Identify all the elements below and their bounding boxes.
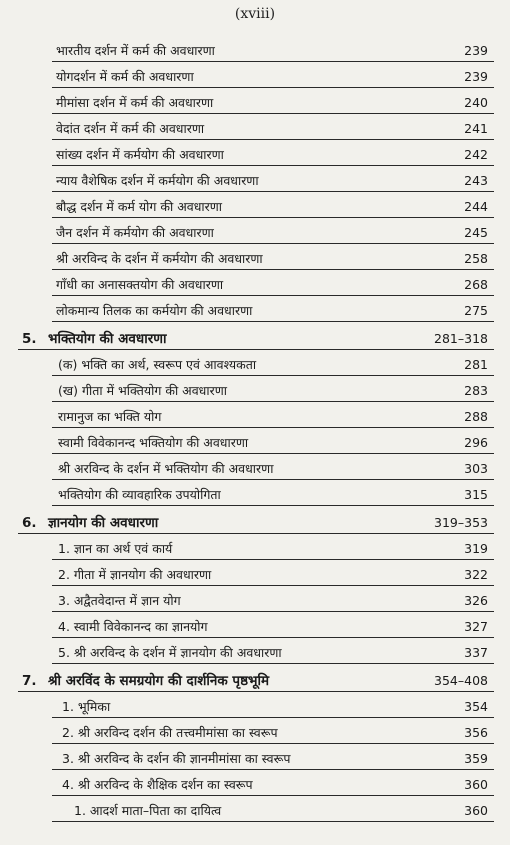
- entry-rule: [52, 559, 494, 560]
- entry-rule: [52, 269, 494, 270]
- chapter-title: श्री अरविंद के समग्रयोग की दार्शनिक पृष्ठभूमि: [48, 673, 270, 689]
- entry-page: 356: [464, 725, 488, 740]
- entry-rule: [52, 427, 494, 428]
- entry-title: भारतीय दर्शन में कर्म की अवधारणा: [56, 43, 215, 58]
- entry-page: 239: [464, 43, 488, 58]
- toc-entry[interactable]: [0, 299, 510, 323]
- entry-rule: [52, 611, 494, 612]
- entry-page: 268: [464, 277, 488, 292]
- entry-rule: [52, 113, 494, 114]
- entry-page: 360: [464, 803, 488, 818]
- chapter-title: भक्तियोग की अवधारणा: [48, 331, 167, 347]
- entry-title: 3. श्री अरविन्द के दर्शन की ज्ञानमीमांसा का स्वरूप: [62, 751, 291, 766]
- toc-entry[interactable]: [0, 695, 510, 719]
- entry-rule: [52, 479, 494, 480]
- entry-rule: [52, 139, 494, 140]
- entry-page: 315: [464, 487, 488, 502]
- entry-rule: [52, 243, 494, 244]
- chapter-rule: [18, 349, 494, 350]
- entry-title: श्री अरविन्द के दर्शन में भक्तियोग की अवधारणा: [58, 461, 274, 476]
- entry-title: 4. स्वामी विवेकानन्द का ज्ञानयोग: [58, 619, 208, 634]
- toc-entry[interactable]: [0, 615, 510, 639]
- toc-entry[interactable]: [0, 169, 510, 193]
- entry-rule: [52, 375, 494, 376]
- entry-page: 337: [464, 645, 488, 660]
- entry-rule: [52, 61, 494, 62]
- toc-entry[interactable]: [0, 483, 510, 507]
- entry-page: 239: [464, 69, 488, 84]
- chapter-rule: [18, 691, 494, 692]
- entry-page: 326: [464, 593, 488, 608]
- entry-page: 354: [464, 699, 488, 714]
- toc-entry[interactable]: [0, 589, 510, 613]
- entry-title: 4. श्री अरविन्द के शैक्षिक दर्शन का स्वरूप: [62, 777, 253, 792]
- entry-rule: [52, 453, 494, 454]
- toc-entry[interactable]: [0, 195, 510, 219]
- entry-title: 1. आदर्श माता–पिता का दायित्व: [74, 803, 222, 818]
- entry-title: (ख) गीता में भक्तियोग की अवधारणा: [58, 383, 227, 398]
- entry-page: 322: [464, 567, 488, 582]
- entry-page: 319: [464, 541, 488, 556]
- entry-title: स्वामी विवेकानन्द भक्तियोग की अवधारणा: [58, 435, 249, 450]
- entry-page: 245: [464, 225, 488, 240]
- entry-rule: [52, 217, 494, 218]
- entry-page: 241: [464, 121, 488, 136]
- chapter-number: 7.: [22, 673, 37, 689]
- entry-page: 360: [464, 777, 488, 792]
- toc-entry[interactable]: [0, 221, 510, 245]
- entry-title: जैन दर्शन में कर्मयोग की अवधारणा: [56, 225, 214, 240]
- page-number: (xviii): [234, 6, 276, 22]
- chapter-pages: 319–353: [434, 515, 488, 530]
- entry-title: श्री अरविन्द के दर्शन में कर्मयोग की अवधारणा: [56, 251, 263, 266]
- toc-entry[interactable]: [0, 563, 510, 587]
- chapter-pages: 354–408: [434, 673, 488, 688]
- chapter-pages: 281–318: [434, 331, 488, 346]
- entry-title: लोकमान्य तिलक का कर्मयोग की अवधारणा: [56, 303, 253, 318]
- entry-rule: [52, 717, 494, 718]
- entry-title: सांख्य दर्शन में कर्मयोग की अवधारणा: [56, 147, 224, 162]
- toc-entry[interactable]: [0, 273, 510, 297]
- entry-title: बौद्ध दर्शन में कर्म योग की अवधारणा: [56, 199, 223, 214]
- entry-page: 240: [464, 95, 488, 110]
- chapter-heading[interactable]: [0, 511, 510, 535]
- chapter-rule: [18, 533, 494, 534]
- entry-rule: [52, 295, 494, 296]
- chapter-title: ज्ञानयोग की अवधारणा: [48, 515, 159, 531]
- entry-rule: [52, 401, 494, 402]
- entry-title: 1. ज्ञान का अर्थ एवं कार्य: [58, 541, 173, 556]
- entry-title: 1. भूमिका: [62, 699, 111, 714]
- toc-entry[interactable]: [0, 247, 510, 271]
- entry-page: 288: [464, 409, 488, 424]
- entry-rule: [52, 321, 494, 322]
- chapter-number: 6.: [22, 515, 37, 531]
- entry-rule: [52, 191, 494, 192]
- toc-entry[interactable]: [0, 773, 510, 797]
- entry-title: (क) भक्ति का अर्थ, स्वरूप एवं आवश्यकता: [58, 357, 257, 372]
- entry-page: 283: [464, 383, 488, 398]
- entry-title: मीमांसा दर्शन में कर्म की अवधारणा: [56, 95, 214, 110]
- toc-entry[interactable]: [0, 431, 510, 455]
- entry-page: 243: [464, 173, 488, 188]
- toc-entry[interactable]: [0, 39, 510, 63]
- entry-page: 281: [464, 357, 488, 372]
- entry-rule: [52, 585, 494, 586]
- entry-title: गाँधी का अनासक्तयोग की अवधारणा: [56, 277, 224, 292]
- toc-entry[interactable]: [0, 143, 510, 167]
- entry-title: योगदर्शन में कर्म की अवधारणा: [56, 69, 194, 84]
- entry-title: रामानुज का भक्ति योग: [58, 409, 162, 424]
- toc-entry[interactable]: [0, 747, 510, 771]
- entry-rule: [52, 87, 494, 88]
- entry-rule: [52, 821, 494, 822]
- entry-title: वेदांत दर्शन में कर्म की अवधारणा: [56, 121, 205, 136]
- toc-entry[interactable]: [0, 405, 510, 429]
- toc-entry[interactable]: [0, 353, 510, 377]
- entry-rule: [52, 743, 494, 744]
- entry-title: 2. गीता में ज्ञानयोग की अवधारणा: [58, 567, 212, 582]
- entry-page: 303: [464, 461, 488, 476]
- toc-entry[interactable]: [0, 641, 510, 665]
- toc-entry[interactable]: [0, 91, 510, 115]
- entry-title: 5. श्री अरविन्द के दर्शन में ज्ञानयोग की अवधारणा: [58, 645, 282, 660]
- entry-title: 2. श्री अरविन्द दर्शन की तत्त्वमीमांसा का स्वरूप: [62, 725, 278, 740]
- chapter-heading[interactable]: [0, 327, 510, 351]
- entry-rule: [52, 769, 494, 770]
- entry-page: 258: [464, 251, 488, 266]
- entry-page: 275: [464, 303, 488, 318]
- toc-entry[interactable]: [0, 721, 510, 745]
- chapter-number: 5.: [22, 331, 37, 347]
- entry-page: 359: [464, 751, 488, 766]
- toc-entry[interactable]: [0, 65, 510, 89]
- entry-title: 3. अद्वैतवेदान्त में ज्ञान योग: [58, 593, 181, 608]
- toc-entry[interactable]: [0, 457, 510, 481]
- entry-page: 296: [464, 435, 488, 450]
- entry-rule: [52, 505, 494, 506]
- chapter-heading[interactable]: [0, 669, 510, 693]
- toc-entry[interactable]: [0, 379, 510, 403]
- entry-page: 242: [464, 147, 488, 162]
- entry-page: 244: [464, 199, 488, 214]
- entry-title: न्याय वैशेषिक दर्शन में कर्मयोग की अवधारणा: [56, 173, 259, 188]
- entry-rule: [52, 663, 494, 664]
- toc-entry[interactable]: [0, 799, 510, 823]
- toc-entry[interactable]: [0, 117, 510, 141]
- entry-rule: [52, 637, 494, 638]
- entry-title: भक्तियोग की व्यावहारिक उपयोगिता: [58, 487, 221, 502]
- entry-rule: [52, 165, 494, 166]
- entry-rule: [52, 795, 494, 796]
- entry-page: 327: [464, 619, 488, 634]
- toc-entry[interactable]: [0, 537, 510, 561]
